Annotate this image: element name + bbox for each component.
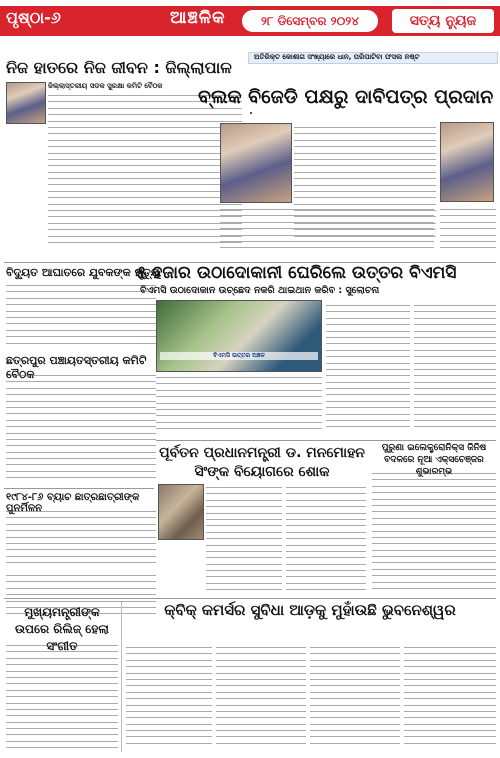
article-quick-commerce-body-2 — [216, 644, 306, 752]
article-hawkers-body-2 — [326, 302, 410, 434]
article-quick-commerce-body-4 — [404, 644, 496, 752]
article-chhatrapur-headline: ଛତ୍ରପୁର ପଞ୍ଚାୟତସ୍ତରୀୟ କମିଟି — [6, 354, 147, 367]
article-chhatrapur-body — [6, 372, 156, 484]
article-exchange-headline: ପୁରୁଣା ଇଲେକ୍ଟ୍ରୋନିକ୍ସ ଜିନିଷ ବଦଳରେ ନୂଆ ଏକ୍ସଚେଞ୍ଜର — [381, 443, 487, 465]
article-top-left — [4, 52, 244, 250]
column-separator-bottom — [121, 602, 122, 752]
bjd-memorandum-photo-right — [440, 122, 494, 202]
article-hawkers-headline: ୫ ହଜାର ଉଠାଦୋକାନୀ ଘେରିଲେ ଉତ୍ତର ବିଏମସି — [136, 263, 457, 283]
article-top-left-body — [48, 92, 242, 248]
article-condolence-body-1 — [206, 484, 282, 594]
article-electrocution-body — [6, 282, 156, 352]
brand-logo: ସତ୍ୟ ନ୍ୟୁଜ — [392, 9, 494, 33]
divider-4 — [4, 598, 496, 599]
article-hawkers-body-1 — [156, 374, 322, 436]
bjd-article-body-3 — [440, 206, 496, 256]
article-top-left-photo — [6, 82, 46, 124]
divider-3 — [156, 440, 496, 441]
article-exchange-body — [372, 470, 496, 594]
bjd-memorandum-photo-left — [220, 123, 292, 203]
article-hawkers-subhead: ବିଏମସି ଉଠାଦୋକାନ ଉଚ୍ଛେଦ ନକରି ଥାଇଥାନ କରିବ : ସୁଲୋଚନା — [140, 285, 380, 296]
article-top-left-subhead: ଜିଲ୍ଲାସ୍ତରୀୟ ସଡକ ସୁରକ୍ଷା କମିଟି ବୈଠକ — [48, 82, 163, 90]
divider-2 — [4, 488, 154, 489]
page-number: ପୃଷ୍ଠା-୬ — [6, 8, 61, 27]
article-song-body — [6, 642, 118, 752]
article-song-headline: ମୁଖ୍ୟମନ୍ତ୍ରୀଙ୍କ ଉପରେ ରିଲିଜ୍ ହେଲା — [15, 605, 109, 636]
article-quick-commerce-body-3 — [310, 644, 400, 752]
hawkers-banner-caption: ବିଏମସି ଉତ୍ତର ଅଞ୍ଚଳ — [160, 352, 318, 360]
bjd-article-body-2 — [220, 206, 434, 256]
article-electrocution-headline: ବିଦ୍ୟୁତ ଆଘାତରେ ଯୁବକଙ୍କ ମୃତ୍ୟୁ — [6, 266, 160, 279]
article-top-right-photo-right — [250, 112, 252, 114]
article-top-left-headline: ନିଜ ହାତରେ ନିଜ ଜୀବନ : ଜିଲ୍ଲାପାଳ — [6, 58, 232, 77]
article-condolence-headline: ପୂର୍ବତନ ପ୍ରଧାନମନ୍ତ୍ରୀ ଡ. ମନମୋହନ ସିଂଙ୍କ ବିୟୋଗରେ ଶୋକ — [159, 445, 365, 480]
article-reunion-body — [6, 508, 156, 568]
article-quick-commerce-headline: କ୍ବିକ୍ କମର୍ସର ସୁବିଧା ଆଡ଼କୁ ମୁହାଁଉଛି ଭୁବନେଶ୍ୱର — [164, 601, 456, 619]
article-reunion-headline: ୧୯୮୪-୮୬ ବ୍ୟାଚ ଛାତ୍ରଛାତ୍ରୀଙ୍କ — [6, 492, 140, 503]
article-top-right-headline: ବ୍ଲକ ବିଜେଡି ପକ୍ଷରୁ ଦାବିପତ୍ର ପ୍ରଦାନ — [198, 86, 494, 108]
hawkers-banner-photo — [156, 300, 322, 372]
condolence-photo — [158, 484, 204, 540]
article-condolence-body-2 — [286, 484, 366, 594]
article-quick-commerce-body-1 — [126, 644, 212, 752]
article-hawkers-body-3 — [414, 302, 496, 434]
section-title: ଆଞ୍ଚଳିକ — [170, 8, 226, 28]
article-top-right-kicker: ଅତିରିକ୍ତ କୋଶାଗ ସଂଖ୍ୟାରେ ଧାନ, ପରିପାଟିବା ଫସଲ ନଷ୍ଟ — [254, 53, 420, 61]
issue-date: ୨୮ ଡିସେମ୍ବର ୨୦୨୪ — [240, 8, 380, 34]
masthead — [0, 0, 500, 50]
